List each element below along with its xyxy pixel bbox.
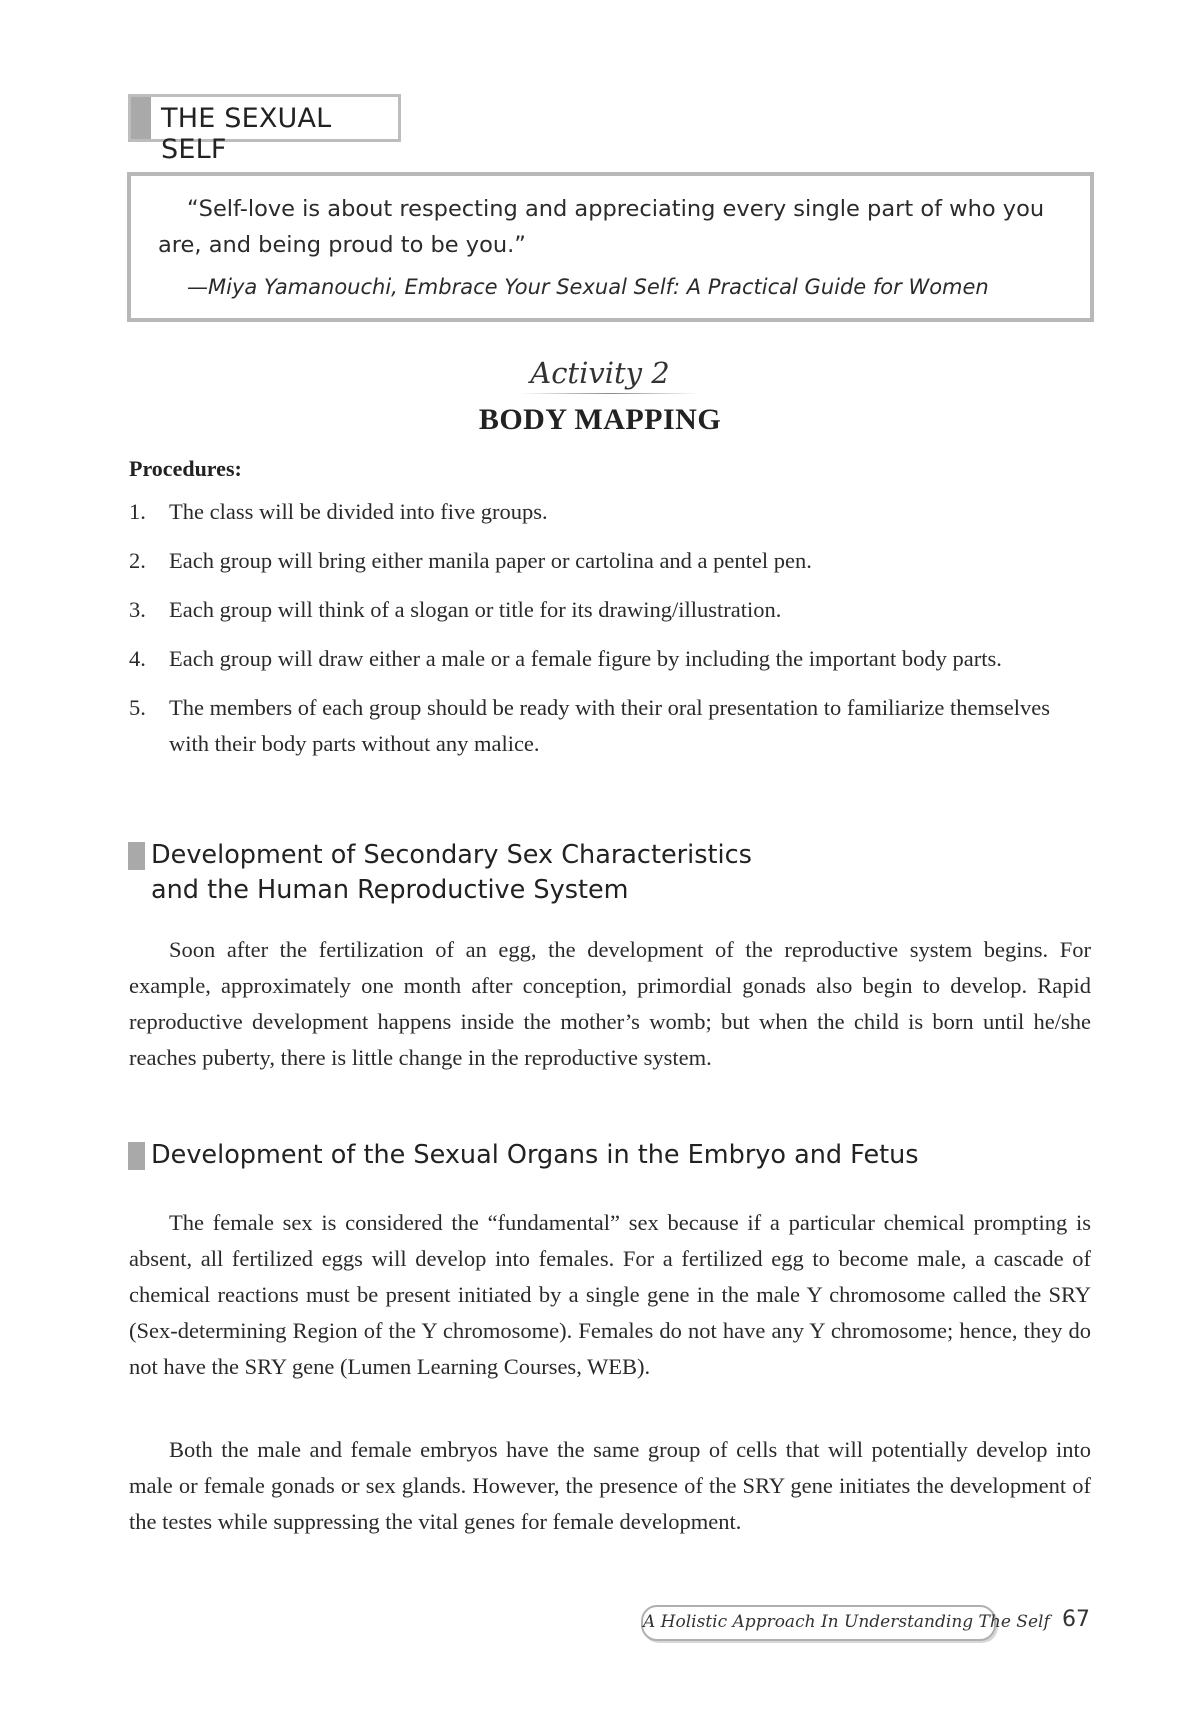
section-bar bbox=[128, 842, 145, 870]
section-bar bbox=[128, 1142, 145, 1170]
section2-paragraph-2: Both the male and female embryos have the same group of cells that will potentially develop into male or female gonads or sex glands. However, the presence of the SRY gene initiates the development of the testes while suppressing the vital genes for female development. bbox=[129, 1437, 1091, 1534]
step-number: 4. bbox=[129, 646, 146, 671]
section-heading-line-1: Development of Secondary Sex Characteristics bbox=[151, 840, 752, 870]
activity-underline bbox=[520, 393, 700, 394]
section-heading-sexual-organs bbox=[128, 1138, 919, 1173]
procedure-step bbox=[129, 641, 1091, 677]
quote-attribution: —Miya Yamanouchi, Embrace Your Sexual Self: A Practical Guide for Women bbox=[187, 275, 989, 299]
activity-label: Activity 2 bbox=[530, 356, 670, 390]
step-text: Each group will draw either a male or a female figure by including the important body parts. bbox=[169, 646, 1002, 671]
section-heading: Development of the Sexual Organs in the Embryo and Fetus bbox=[151, 1140, 919, 1170]
section2-paragraph-1: The female sex is considered the “fundamental” sex because if a particular chemical prompting is absent, all fertilized eggs will develop into females. For a fertilized egg to become male, a cascade of chemical reactions must be present initiated by a single gene in the male Y chromosome called the SRY (Sex-determining Region of the Y chromosome). Females do not have any Y chromosome; hence, they do not have the SRY gene (Lumen Learning Courses, WEB). bbox=[129, 1210, 1091, 1379]
step-number: 1. bbox=[129, 499, 146, 524]
footer-book-title bbox=[641, 1605, 1050, 1641]
activity-title: BODY MAPPING bbox=[478, 403, 722, 436]
section-heading-line-2: and the Human Reproductive System bbox=[151, 875, 629, 905]
quote-line-2: are, and being proud to be you.” bbox=[158, 232, 526, 258]
chapter-tag-bar bbox=[131, 97, 151, 139]
procedure-step bbox=[129, 690, 1091, 762]
step-number: 3. bbox=[129, 597, 146, 622]
procedures-heading: Procedures: bbox=[129, 456, 242, 481]
book-title: A Holistic Approach In Understanding The Self bbox=[643, 1612, 1050, 1632]
chapter-tag bbox=[128, 94, 401, 165]
step-number: 5. bbox=[129, 695, 146, 720]
procedure-step bbox=[129, 543, 1091, 579]
page-number: 67 bbox=[1062, 1607, 1090, 1632]
step-text: The class will be divided into five groups. bbox=[169, 499, 548, 524]
procedure-step bbox=[129, 592, 1091, 628]
step-number: 2. bbox=[129, 548, 146, 573]
step-text: Each group will bring either manila paper or cartolina and a pentel pen. bbox=[169, 548, 812, 573]
procedures-list bbox=[129, 494, 1091, 775]
procedure-step bbox=[129, 494, 1091, 530]
chapter-title: THE SEXUAL SELF bbox=[161, 103, 332, 165]
step-text: Each group will think of a slogan or title for its drawing/illustration. bbox=[169, 597, 782, 622]
section1-paragraph: Soon after the fertilization of an egg, the development of the reproductive system begins. For example, approximately one month after conception, primordial gonads also begin to develop. Rapid reproductive development happens inside the mother’s womb; but when the child is born until he/she reaches puberty, there is little change in the reproductive system. bbox=[129, 937, 1091, 1070]
section-heading-secondary-sex bbox=[128, 838, 752, 908]
quote-line-1: “Self-love is about respecting and appreciating every single part of who you bbox=[187, 196, 1045, 222]
quote-box bbox=[127, 172, 1094, 322]
step-text: The members of each group should be ready with their oral presentation to familiarize themselves with their body parts without any malice. bbox=[169, 695, 1050, 756]
